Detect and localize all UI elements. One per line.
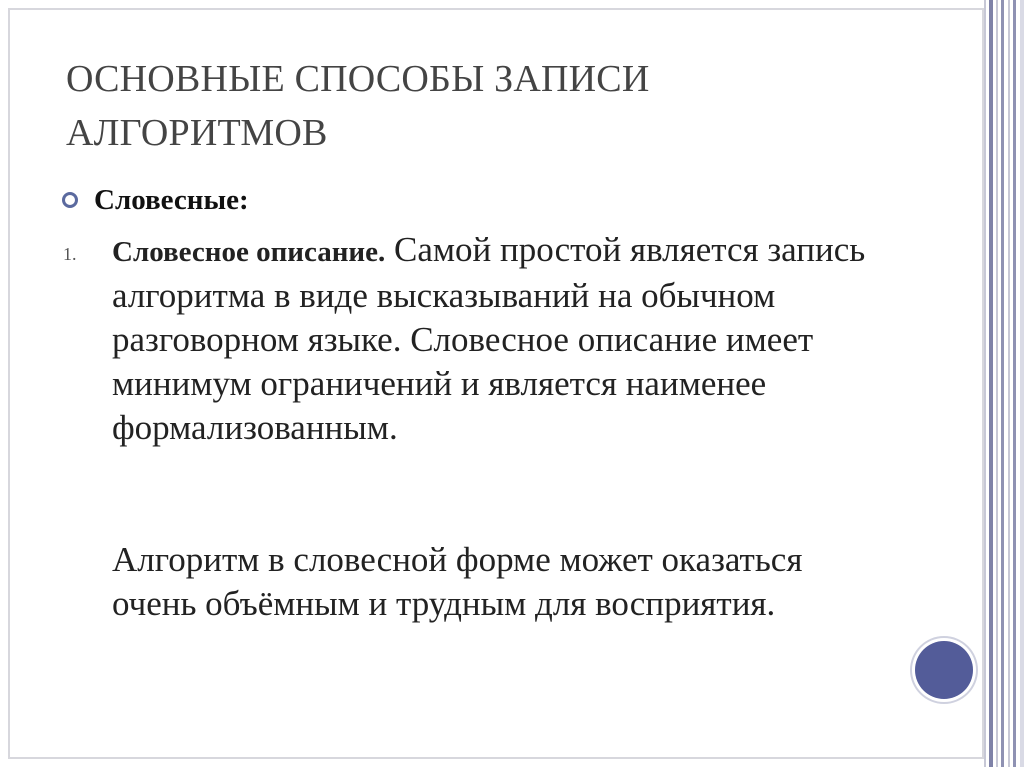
right-decorative-stripe xyxy=(1020,0,1024,767)
bullet-item-verbal-methods xyxy=(60,178,920,223)
title-line-1: ОСНОВНЫЕ СПОСОБЫ ЗАПИСИ xyxy=(66,58,650,100)
right-decorative-stripe xyxy=(1001,0,1004,767)
right-decorative-stripe xyxy=(1008,0,1010,767)
verbal-description-heading: Словесное описание. xyxy=(112,236,386,268)
right-decorative-stripe xyxy=(1013,0,1016,767)
ring-bullet-icon xyxy=(62,192,78,208)
right-decorative-stripe xyxy=(996,0,998,767)
right-decorative-stripe xyxy=(984,0,986,767)
title-line-2: АЛГОРИТМОВ xyxy=(66,112,328,154)
verbal-form-note-paragraph: Алгоритм в словесной форме может оказаться очень объёмным и трудным для восприятия. xyxy=(112,540,803,623)
right-decorative-stripe xyxy=(989,0,993,767)
slide-title xyxy=(66,52,926,160)
bullet-label: Словесные: xyxy=(94,184,249,216)
numbered-list-marker: 1. xyxy=(63,244,77,264)
verbal-description-text: Самой простой является запись алгоритма в виде высказываний на обычном разговорном языке. Словесное описание имеет минимум ограничений и является наименее формализованным. xyxy=(112,230,866,447)
decorative-circle-icon xyxy=(915,641,973,699)
verbal-description-paragraph xyxy=(112,228,882,450)
